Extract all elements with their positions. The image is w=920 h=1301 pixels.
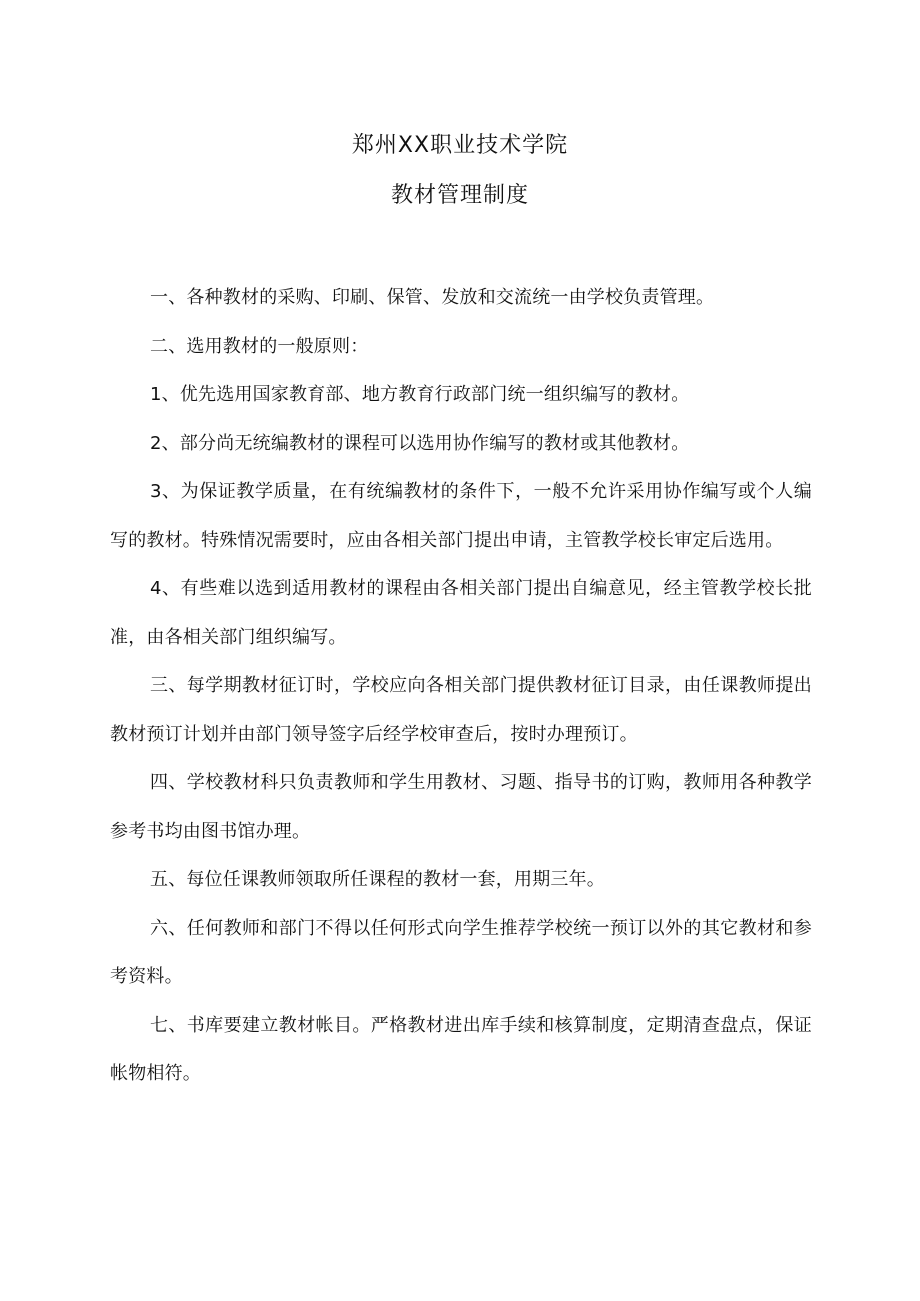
document-title: 郑州XX职业技术学院 — [351, 133, 569, 158]
paragraph-2: 二、选用教材的一般原则： — [150, 335, 369, 357]
paragraph-1: 一、各种教材的采购、印刷、保管、发放和交流统一由学校负责管理。 — [150, 287, 715, 308]
paragraph-8: 四、学校教材科只负责教师和学生用教材、习题、指导书的订购，教师用各种教学参考书均由图书馆办理。 — [110, 772, 812, 842]
paragraph-6: 4、有些难以选到适用教材的课程由各相关部门提出自编意见，经主管教学校长批准，由各相关部门组织编写。 — [110, 578, 812, 648]
paragraph-5: 3、为保证教学质量，在有统编教材的条件下，一般不允许采用协作编写或个人编写的教材。特殊情况需要时，应由各相关部门提出申请，主管教学校长审定后选用。 — [110, 481, 812, 551]
paragraph-10: 六、任何教师和部门不得以任何形式向学生推荐学校统一预订以外的其它教材和参考资料。 — [110, 917, 812, 987]
paragraph-3: 1、优先选用国家教育部、地方教育行政部门统一组织编写的教材。 — [150, 384, 690, 405]
document-subtitle: 教材管理制度 — [390, 183, 529, 208]
paragraph-4: 2、部分尚无统编教材的课程可以选用协作编写的教材或其他教材。 — [150, 432, 690, 454]
paragraph-9: 五、每位任课教师领取所任课程的教材一套，用期三年。 — [150, 869, 605, 890]
paragraph-11: 七、书库要建立教材帐目。严格教材进出库手续和核算制度，定期清查盘点，保证帐物相符。 — [110, 1014, 812, 1084]
paragraph-7: 三、每学期教材征订时，学校应向各相关部门提供教材征订目录，由任课教师提出教材预订计划并由部门领导签字后经学校审查后，按时办理预订。 — [110, 675, 812, 745]
document-body — [110, 274, 812, 1099]
